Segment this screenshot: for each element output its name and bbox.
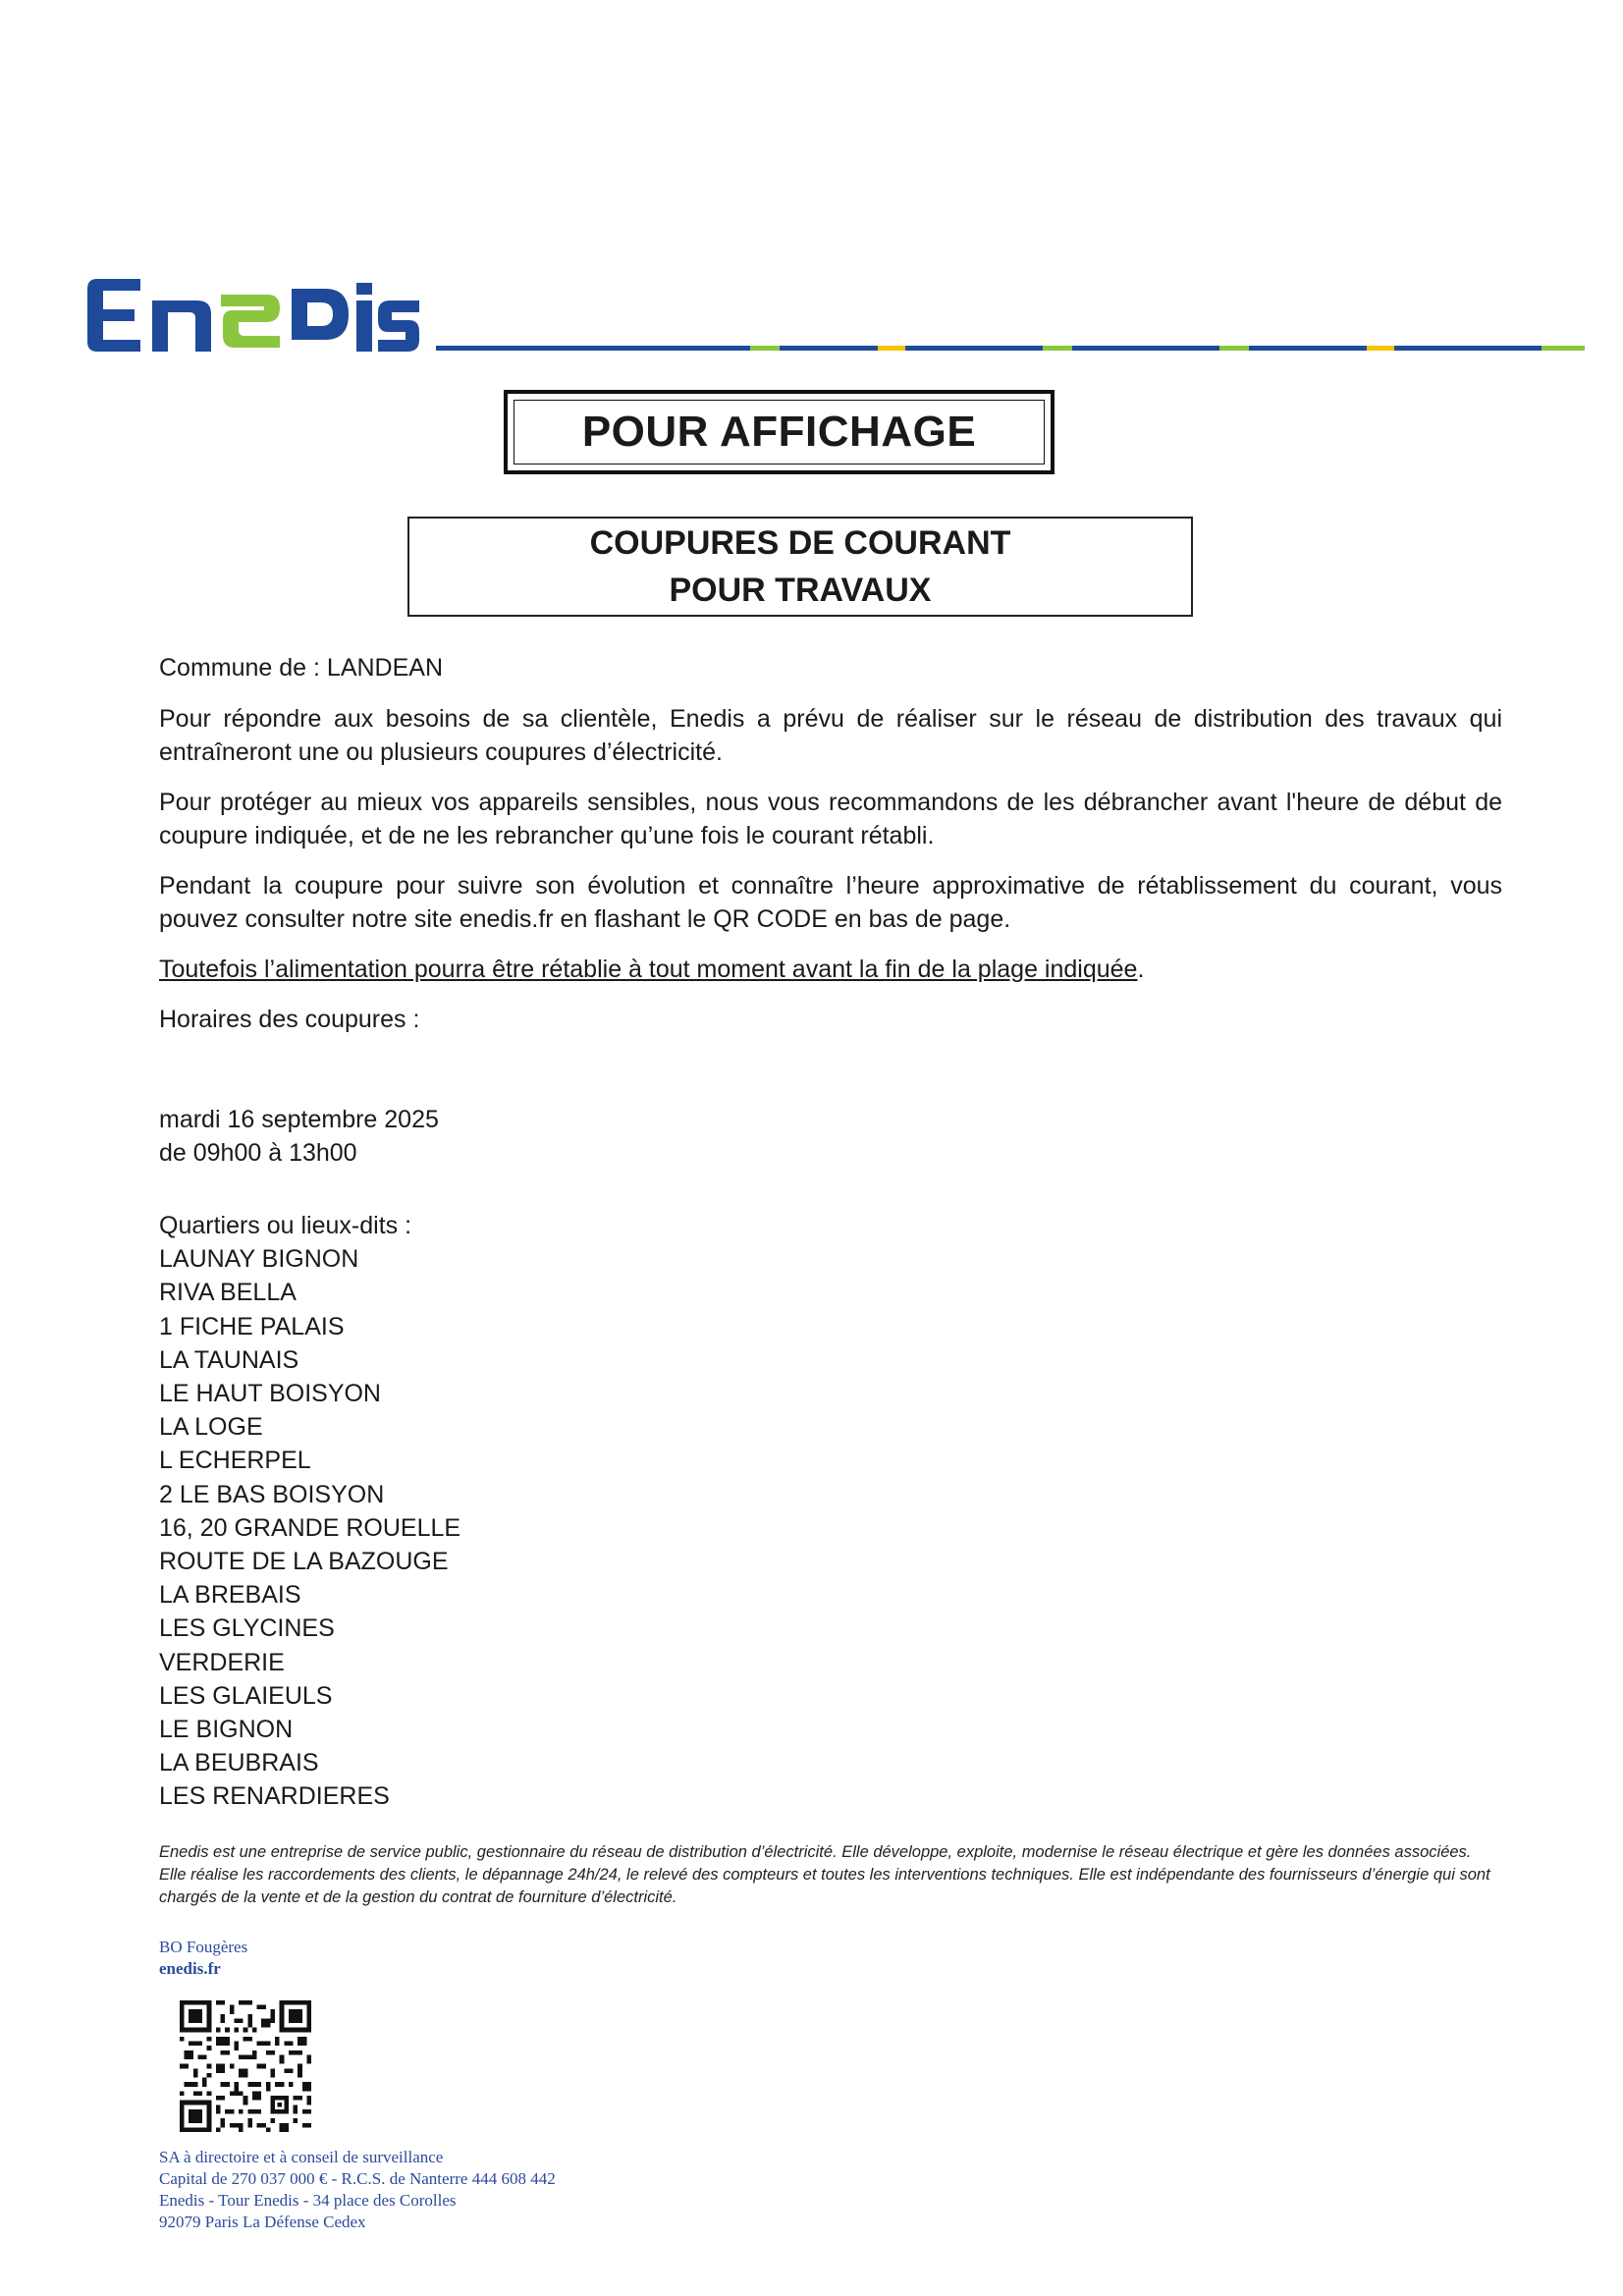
legal-line-1: SA à directoire et à conseil de surveillance [159, 2148, 444, 2166]
list-item: LES RENARDIERES [159, 1782, 390, 1811]
list-item: LAUNAY BIGNON [159, 1245, 359, 1274]
website-link[interactable]: enedis.fr [159, 1959, 221, 1978]
commune-text: Commune de : LANDEAN [159, 654, 444, 682]
list-item: LA TAUNAIS [159, 1345, 299, 1374]
paragraph-3-text: Pendant la coupure pour suivre son évolution et connaître l’heure approximative de rétablissement du courant, vous pouvez consulter notre site enedis.fr en flashant le QR CODE en bas de page. [159, 872, 1502, 933]
list-item: VERDERIE [159, 1648, 285, 1676]
legal-line-4: 92079 Paris La Défense Cedex [159, 2213, 366, 2231]
locations-label: Quartiers ou lieux-dits : [159, 1212, 412, 1239]
list-item: LE HAUT BOISYON [159, 1380, 381, 1408]
disclaimer: Enedis est une entreprise de service public, gestionnaire du réseau de distribution d’électricité. Elle développe, exploite, modernise le réseau électrique et gère les données associées. Elle réalise les raccordements des clients, le dépannage 24h/24, le relevé des compteurs et toutes les interventions techniques. Elle est indépendante des fournisseurs d’énergie qui sont chargés de la vente et de la gestion du contrat de fourniture d’électricité. [159, 1843, 1490, 1906]
locations-list [159, 1209, 460, 1814]
coupures-line-2: POUR TRAVAUX [669, 572, 932, 609]
schedule-time: de 09h00 à 13h00 [159, 1139, 357, 1167]
legal-line-3: Enedis - Tour Enedis - 34 place des Corolles [159, 2191, 457, 2210]
affichage-inner-frame [514, 400, 1045, 465]
paragraph-3 [159, 869, 1502, 936]
notice-line [159, 953, 1502, 986]
list-item: 16, 20 GRANDE ROUELLE [159, 1513, 461, 1542]
list-item: 1 FICHE PALAIS [159, 1312, 345, 1340]
list-item: LA BEUBRAIS [159, 1749, 319, 1777]
list-item: 2 LE BAS BOISYON [159, 1480, 385, 1508]
footer-contact [159, 1937, 247, 1980]
office-name: BO Fougères [159, 1938, 248, 1956]
notice-end: . [1137, 956, 1145, 983]
qr-code-image [180, 2000, 311, 2132]
list-item: LES GLYCINES [159, 1614, 335, 1643]
coupures-line-1: COUPURES DE COURANT [589, 524, 1011, 562]
coupures-box [407, 517, 1193, 617]
qr-code-icon[interactable] [180, 2000, 311, 2132]
footer-legal [159, 2147, 556, 2233]
list-item: RIVA BELLA [159, 1279, 297, 1307]
paragraph-2 [159, 786, 1502, 852]
list-item: L ECHERPEL [159, 1447, 311, 1475]
affichage-box [504, 390, 1055, 474]
legal-line-2: Capital de 270 037 000 € - R.C.S. de Nanterre 444 608 442 [159, 2169, 556, 2188]
enedis-logo-image [83, 275, 422, 355]
list-item: LA LOGE [159, 1413, 263, 1442]
paragraph-1-text: Pour répondre aux besoins de sa clientèle, Enedis a prévu de réaliser sur le réseau de distribution des travaux qui entraîneront une ou plusieurs coupures d’électricité. [159, 705, 1502, 766]
list-item: ROUTE DE LA BAZOUGE [159, 1548, 449, 1576]
commune-line [159, 651, 1502, 684]
list-item: LA BREBAIS [159, 1581, 301, 1610]
notice-underlined: Toutefois l’alimentation pourra être rétablie à tout moment avant la fin de la plage indiquée [159, 956, 1138, 983]
paragraph-1 [159, 702, 1502, 769]
horaires-label [159, 1003, 1502, 1036]
list-item: LE BIGNON [159, 1716, 294, 1744]
horaires-label-text: Horaires des coupures : [159, 1006, 420, 1033]
list-item: LES GLAIEULS [159, 1681, 333, 1710]
schedule-date: mardi 16 septembre 2025 [159, 1106, 439, 1133]
paragraph-2-text: Pour protéger au mieux vos appareils sensibles, nous vous recommandons de les débrancher avant l'heure de début de coupure indiquée, et de ne les rebrancher qu’une fois le courant rétabli. [159, 789, 1502, 849]
affichage-title: POUR AFFICHAGE [581, 408, 977, 456]
header-rule [436, 346, 1585, 351]
enedis-logo [83, 275, 422, 355]
schedule-block [159, 1103, 1502, 1170]
notice-text [159, 953, 1502, 986]
